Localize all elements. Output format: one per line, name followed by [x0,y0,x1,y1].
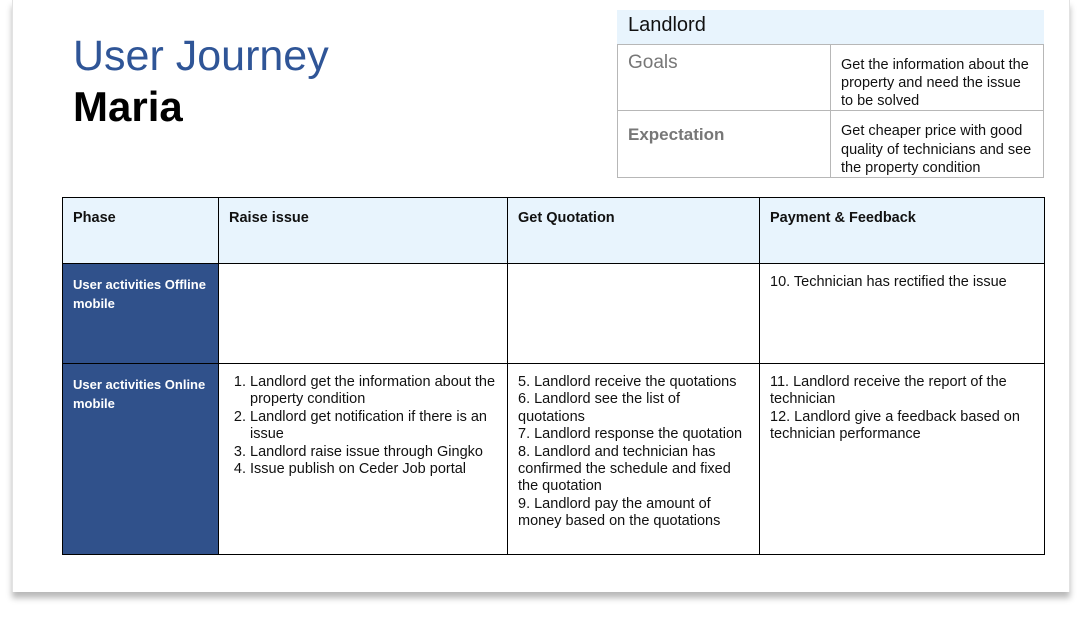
column-header-get-quotation: Get Quotation [508,198,760,264]
list-item: 9. Landlord pay the amount of money based on the quotations [518,495,721,530]
list-item: 2. Landlord get notification if there is an issue [250,409,497,444]
journey-row-offline [63,264,1045,364]
raise-issue-list [229,374,497,478]
cell-offline-payment-feedback [760,264,1045,364]
cell-online-raise-issue [219,364,508,555]
persona-expectation-label: Expectation [618,111,831,177]
persona-row-goals [618,45,1044,111]
persona-name: Maria [73,83,183,130]
list-item: 3. Landlord raise issue through Gingko [250,444,497,461]
persona-table [617,10,1044,178]
cell-offline-get-quotation [508,264,760,364]
list-item: 10. Technician has rectified the issue [770,274,1007,290]
cell-online-get-quotation [508,364,760,555]
journey-table [62,197,1045,555]
list-item: 5. Landlord receive the quotations [518,374,737,390]
list-item: 11. Landlord receive the report of the technician [770,374,1007,408]
slide [12,0,1070,592]
persona-goals-label: Goals [618,45,831,111]
list-item: 6. Landlord see the list of quotations [518,391,681,425]
persona-row-expectation [618,111,1044,177]
cell-online-payment-feedback [760,364,1045,555]
column-header-phase: Phase [63,198,219,264]
persona-role: Landlord [618,11,1044,45]
cell-offline-raise-issue [219,264,508,364]
column-header-payment-feedback: Payment & Feedback [760,198,1045,264]
list-item: 8. Landlord and technician has confirmed the schedule and fixed the quotation [518,443,731,495]
page-title: User Journey [73,32,329,80]
list-item: 4. Issue publish on Ceder Job portal [250,461,497,478]
row-header-offline: User activities Offline mobile [63,264,219,364]
journey-row-online [63,364,1045,555]
persona-goals-text: Get the information about the property and need the issue to be solved [831,45,1044,111]
journey-header-row [63,198,1045,264]
list-item: 7. Landlord response the quotation [518,426,743,443]
row-header-online: User activities Online mobile [63,364,219,555]
persona-expectation-text: Get cheaper price with good quality of technicians and see the property condition [831,111,1044,177]
column-header-raise-issue: Raise issue [219,198,508,264]
list-item: 12. Landlord give a feedback based on technician performance [770,408,1020,443]
list-item: 1. Landlord get the information about the property condition [250,374,497,409]
